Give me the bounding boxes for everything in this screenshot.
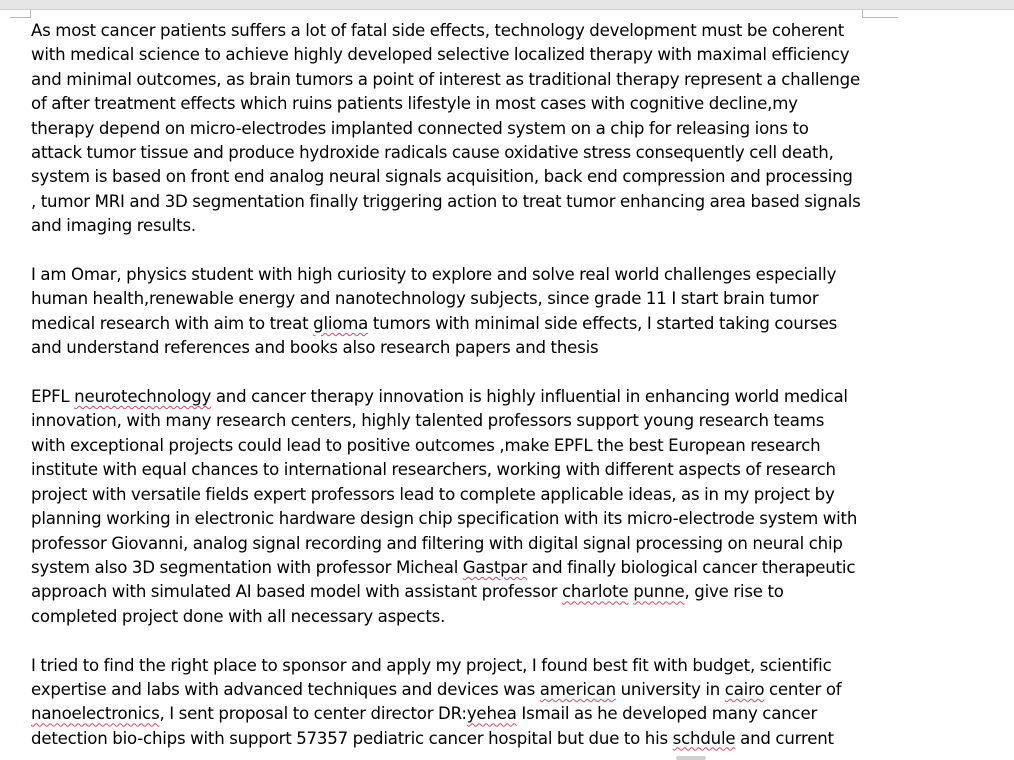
right-margin-corner-tick bbox=[862, 10, 863, 18]
misspelled-word[interactable]: glioma bbox=[313, 313, 369, 333]
left-margin-corner-tick bbox=[30, 10, 31, 18]
text-run: university in bbox=[615, 679, 725, 699]
text-run: Ismail as he developed many cancer detection bio-chips with support 57357 pediatric cancer hospital but due to his bbox=[31, 704, 818, 748]
left-margin-corner-mark bbox=[10, 17, 30, 18]
paragraph[interactable] bbox=[31, 385, 861, 629]
text-run: and current bbox=[735, 728, 834, 748]
text-run: tumors with minimal side effects, I started taking courses and understand references and books also research papers and thesis bbox=[31, 313, 838, 358]
text-run: and cancer therapy innovation is highly influential in enhancing world medical innovation, with many research centers, highly talented professors support young research teams with exceptional projects could lead to positive outcomes ,make EPFL the best European research institute with equal chances to international researchers, working with different aspects of research project with versatile fields expert professors lead to complete applicable ideas, as in my project by planning working in electronic hardware design chip specification with its micro-electrode system with professor Giovanni, analog signal recording and filtering with digital signal processing on neural chip system also 3D segmentation with professor Micheal bbox=[31, 387, 858, 577]
text-run: I tried to find the right place to sponsor and apply my project, I found best fit with budget, scientific expertise and labs with advanced techniques and devices was bbox=[31, 655, 832, 699]
text-run: I am Omar, physics student with high curiosity to explore and solve real world challenges especially human health,renewable energy and nanotechnology subjects, since grade 11 I start brain tumor medical research with aim to treat bbox=[31, 265, 837, 333]
misspelled-word[interactable]: american bbox=[539, 679, 616, 699]
misspelled-word[interactable]: cairo bbox=[724, 679, 765, 699]
right-margin-corner-mark bbox=[862, 17, 898, 18]
document-body[interactable] bbox=[31, 19, 861, 760]
misspelled-word[interactable]: yehea bbox=[466, 704, 517, 724]
misspelled-word[interactable]: nanoelectronics bbox=[31, 704, 160, 724]
paragraph[interactable] bbox=[31, 654, 861, 752]
paragraph[interactable] bbox=[31, 19, 861, 239]
horizontal-scrollbar-thumb[interactable] bbox=[676, 756, 706, 760]
text-run: and finally biological cancer therapeutic approach with simulated AI based model with assistant professor bbox=[31, 557, 856, 602]
paragraph[interactable] bbox=[31, 263, 861, 361]
misspelled-word[interactable]: charlote bbox=[561, 582, 629, 602]
text-run: , give rise to completed project done with all necessary aspects. bbox=[31, 582, 784, 626]
misspelled-word[interactable]: schdule bbox=[672, 728, 736, 748]
document-page[interactable] bbox=[0, 10, 1014, 760]
misspelled-word[interactable]: neurotechnology bbox=[74, 387, 212, 407]
text-run: center of bbox=[764, 679, 842, 699]
text-run: As most cancer patients suffers a lot of fatal side effects, technology development must be coherent with medical science to achieve highly developed selective localized therapy with maximal efficiency and minimal outcomes, as brain tumors a point of interest as traditional therapy represent a challenge of after treatment effects which ruins patients lifestyle in most cases with cognitive decline,my therapy depend on micro-electrodes implanted connected system on a chip for releasing ions to attack tumor tissue and produce hydroxide radicals cause oxidative stress consequently cell death, system is based on front end analog neural signals acquisition, back end compression and processing , tumor MRI and 3D segmentation finally triggering action to treat tumor enhancing area based signals and imaging results. bbox=[31, 21, 861, 236]
text-run: EPFL bbox=[31, 387, 75, 407]
misspelled-word[interactable]: Gastpar bbox=[462, 557, 528, 577]
text-run: , I sent proposal to center director DR: bbox=[159, 704, 467, 724]
misspelled-word[interactable]: punne bbox=[633, 582, 685, 602]
